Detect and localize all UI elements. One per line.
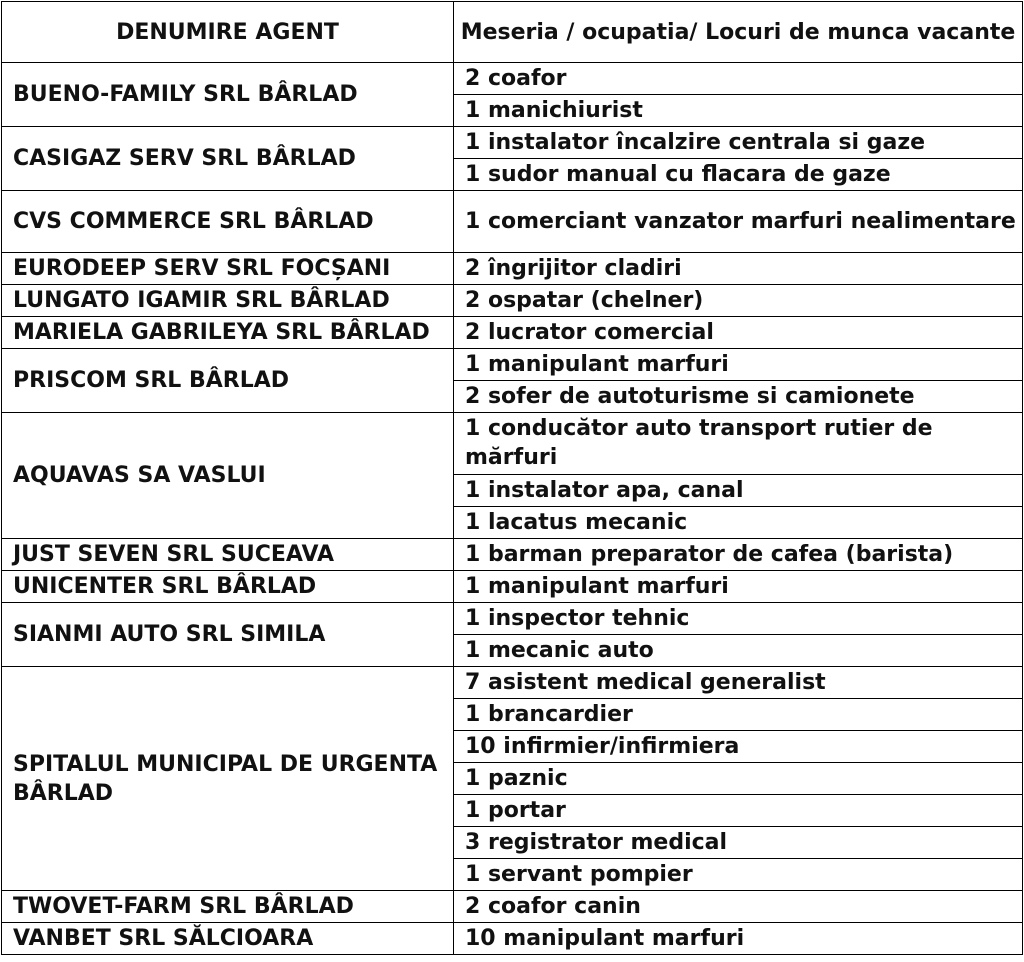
job-cell: 1 lacatus mecanic xyxy=(454,507,1023,539)
job-cell: 1 inspector tehnic xyxy=(454,603,1023,635)
job-cell: 1 portar xyxy=(454,795,1023,827)
table-row xyxy=(2,603,1023,635)
job-cell: 1 manipulant marfuri xyxy=(454,571,1023,603)
table-row xyxy=(2,923,1023,955)
agent-name-cell: TWOVET-FARM SRL BÂRLAD xyxy=(2,891,454,923)
agent-name-cell: VANBET SRL SĂLCIOARA xyxy=(2,923,454,955)
agent-name-cell: CVS COMMERCE SRL BÂRLAD xyxy=(2,191,454,253)
agent-name-cell: CASIGAZ SERV SRL BÂRLAD xyxy=(2,127,454,191)
job-cell: 10 infirmier/infirmiera xyxy=(454,731,1023,763)
job-cell: 1 instalator apa, canal xyxy=(454,475,1023,507)
column-header-job: Meseria / ocupatia/ Locuri de munca vacante xyxy=(454,2,1023,63)
job-cell: 1 mecanic auto xyxy=(454,635,1023,667)
job-cell: 1 comerciant vanzator marfuri nealimentare xyxy=(454,191,1023,253)
table-row xyxy=(2,253,1023,285)
table-row xyxy=(2,667,1023,699)
job-cell: 2 ospatar (chelner) xyxy=(454,285,1023,317)
job-cell: 2 coafor canin xyxy=(454,891,1023,923)
agent-name-cell: LUNGATO IGAMIR SRL BÂRLAD xyxy=(2,285,454,317)
job-cell: 1 instalator încalzire centrala si gaze xyxy=(454,127,1023,159)
job-cell: 2 lucrator comercial xyxy=(454,317,1023,349)
vacancies-table xyxy=(1,1,1023,955)
table-row xyxy=(2,349,1023,381)
table-row xyxy=(2,191,1023,253)
job-cell: 1 paznic xyxy=(454,763,1023,795)
job-cell: 7 asistent medical generalist xyxy=(454,667,1023,699)
job-cell: 1 manipulant marfuri xyxy=(454,349,1023,381)
agent-name-cell: SIANMI AUTO SRL SIMILA xyxy=(2,603,454,667)
job-cell: 1 conducător auto transport rutier de mărfuri xyxy=(454,413,1023,475)
table-row xyxy=(2,891,1023,923)
job-cell: 1 brancardier xyxy=(454,699,1023,731)
agent-name-cell: BUENO-FAMILY SRL BÂRLAD xyxy=(2,63,454,127)
job-cell: 3 registrator medical xyxy=(454,827,1023,859)
agent-name-cell: MARIELA GABRILEYA SRL BÂRLAD xyxy=(2,317,454,349)
table-row xyxy=(2,539,1023,571)
job-cell: 2 coafor xyxy=(454,63,1023,95)
table-body xyxy=(2,63,1023,955)
agent-name-cell: UNICENTER SRL BÂRLAD xyxy=(2,571,454,603)
column-header-agent: DENUMIRE AGENT xyxy=(2,2,454,63)
table-row xyxy=(2,285,1023,317)
job-cell: 10 manipulant marfuri xyxy=(454,923,1023,955)
job-cell: 1 barman preparator de cafea (barista) xyxy=(454,539,1023,571)
job-cell: 1 servant pompier xyxy=(454,859,1023,891)
agent-name-cell: SPITALUL MUNICIPAL DE URGENTA BÂRLAD xyxy=(2,667,454,891)
job-cell: 2 sofer de autoturisme si camionete xyxy=(454,381,1023,413)
table-row xyxy=(2,317,1023,349)
table-row xyxy=(2,571,1023,603)
job-cell: 1 sudor manual cu flacara de gaze xyxy=(454,159,1023,191)
agent-name-cell: AQUAVAS SA VASLUI xyxy=(2,413,454,539)
job-cell: 2 îngrijitor cladiri xyxy=(454,253,1023,285)
agent-name-cell: EURODEEP SERV SRL FOCȘANI xyxy=(2,253,454,285)
table-row xyxy=(2,63,1023,95)
table-row xyxy=(2,127,1023,159)
table-header-row xyxy=(2,2,1023,63)
job-cell: 1 manichiurist xyxy=(454,95,1023,127)
agent-name-cell: PRISCOM SRL BÂRLAD xyxy=(2,349,454,413)
table-row xyxy=(2,413,1023,475)
agent-name-cell: JUST SEVEN SRL SUCEAVA xyxy=(2,539,454,571)
